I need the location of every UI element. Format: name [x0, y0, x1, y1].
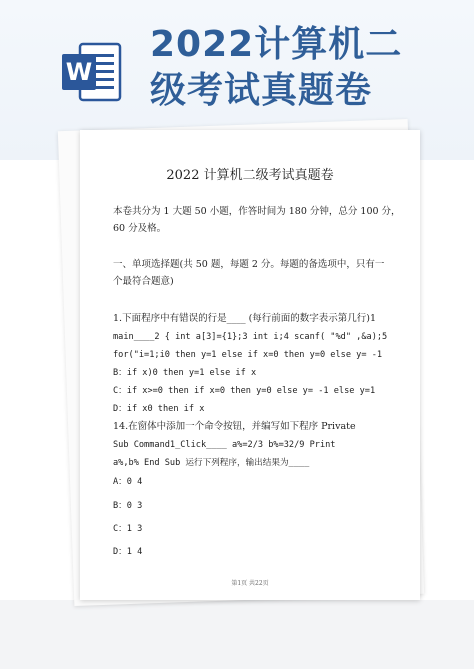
banner-title	[150, 22, 450, 114]
bottom-background	[0, 600, 474, 669]
document-title: 2022 计算机二级考试真题卷	[166, 168, 334, 183]
question-line: 14.在窗体中添加一个命令按钮，并编写如下程序 Private	[113, 421, 356, 432]
exam-info-line: 本卷共分为 1 大题 50 小题，作答时间为 180 分钟，总分 100 分，	[113, 206, 401, 217]
banner-title-line1: 2022计算机二	[150, 24, 403, 65]
code-line: main____2 { int a[3]={1};3 int i;4 scanf( "%d" ,&a);5	[113, 332, 388, 342]
document-page	[80, 130, 420, 600]
option-line: D：if x0 then if x	[113, 404, 205, 414]
option-line: D：1 4	[113, 547, 143, 557]
code-line: Sub Command1_Click____ a%=2/3 b%=32/9 Print	[113, 440, 336, 450]
option-line: C：if x>=0 then if x=0 then y=0 else y= -1 else y=1	[113, 386, 376, 396]
page-footer: 第1页 共22页	[231, 580, 269, 587]
question-line: 1.下面程序中有错误的行是____ (每行前面的数字表示第几行)1	[113, 313, 377, 324]
option-line: C：1 3	[113, 524, 143, 534]
option-line: A：0 4	[113, 477, 143, 487]
exam-info-line: 60 分及格。	[113, 223, 167, 234]
code-line: a%,b% End Sub 运行下列程序，输出结果为____	[113, 458, 310, 468]
option-line: B：0 3	[113, 501, 143, 511]
section-heading-line: 一、单项选择题(共 50 题，每题 2 分。每题的备选项中，只有一	[113, 259, 385, 270]
code-line: for("i=1;i0 then y=1 else if x=0 then y=0 else y= -1	[113, 350, 383, 360]
section-heading-line: 个最符合题意)	[113, 276, 174, 287]
banner-title-line2: 级考试真题卷	[150, 70, 373, 111]
word-document-icon	[60, 40, 124, 104]
svg-text:W: W	[65, 58, 93, 86]
option-line: B：if x)0 then y=1 else if x	[113, 368, 257, 378]
